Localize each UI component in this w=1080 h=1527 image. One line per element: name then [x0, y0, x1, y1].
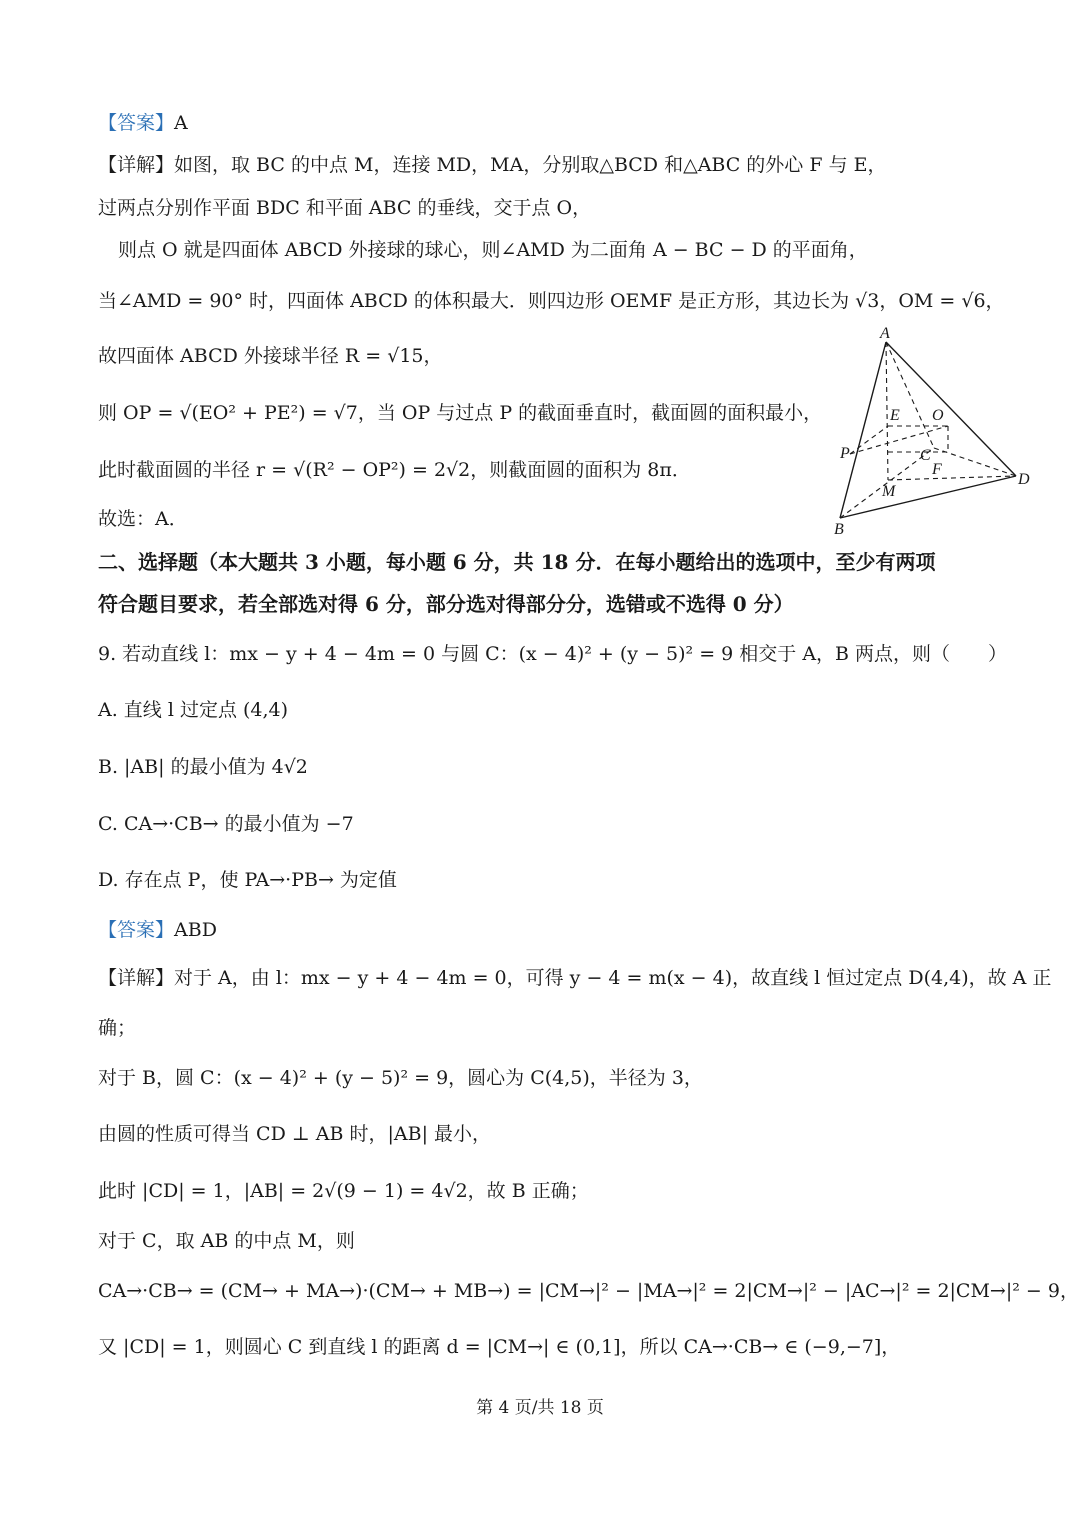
answer-8 — [98, 110, 188, 136]
detail-8-line-4: 当∠AMD = 90° 时，四面体 ABCD 的体积最大．则四边形 OEMF 是正方形，其边长为 √3，OM = √6， — [98, 290, 1005, 312]
detail-8-line-1 — [98, 152, 886, 178]
segment-md — [888, 476, 1016, 480]
label-b: B — [834, 521, 844, 538]
answer-value: A — [174, 112, 188, 134]
section-2-heading-line-1: 二、选择题（本大题共 3 小题，每小题 6 分，共 18 分．在每小题给出的选项中，至少有两项 — [98, 550, 936, 574]
detail-tag: 【详解】 — [98, 967, 175, 989]
label-o: O — [932, 407, 944, 424]
detail-8-line-5: 故四面体 ABCD 外接球半径 R = √15， — [98, 345, 443, 367]
detail-9-line-5: 此时 |CD| = 1，|AB| = 2√(9 − 1) = 4√2，故 B 正确； — [98, 1180, 589, 1202]
answer-tag: 【答案】 — [98, 919, 175, 941]
detail-text: 对于 A，由 l：mx − y + 4 − 4m = 0，可得 y − 4 = m(x − 4)，故直线 l 恒过定点 D(4,4)，故 A 正 — [174, 967, 1052, 989]
detail-9-line-4: 由圆的性质可得当 CD ⊥ AB 时，|AB| 最小， — [98, 1123, 492, 1145]
label-p: P — [840, 445, 850, 462]
question-9-option-c: C. CA→·CB→ 的最小值为 −7 — [98, 813, 354, 835]
edge-bd — [840, 476, 1016, 518]
question-9-option-b: B. |AB| 的最小值为 4√2 — [98, 756, 308, 778]
section-2-heading-line-2: 符合题目要求，若全部选对得 6 分，部分选对得部分分，选错或不选得 0 分） — [98, 592, 794, 616]
detail-8-line-3: 则点 O 就是四面体 ABCD 外接球的球心，则∠AMD 为二面角 A − BC − D 的平面角， — [118, 239, 868, 261]
segment-pe — [850, 426, 888, 454]
detail-9-line-6: 对于 C，取 AB 的中点 M，则 — [98, 1230, 355, 1252]
answer-value: ABD — [174, 919, 217, 941]
detail-tag: 【详解】 — [98, 154, 175, 176]
detail-8-line-6: 则 OP = √(EO² + PE²) = √7，当 OP 与过点 P 的截面垂直时，截面圆的面积最小， — [98, 402, 823, 424]
label-d: D — [1018, 471, 1030, 488]
label-m: M — [882, 483, 896, 500]
answer-tag: 【答案】 — [98, 112, 175, 134]
page-footer: 第 4 页/共 18 页 — [476, 1398, 604, 1418]
label-a: A — [880, 325, 890, 342]
question-9-option-d: D. 存在点 P，使 PA→·PB→ 为定值 — [98, 869, 397, 891]
tetrahedron-figure — [820, 320, 1040, 540]
detail-9-line-2: 确； — [98, 1017, 137, 1039]
detail-8-line-8: 故选：A． — [98, 508, 188, 530]
detail-9-line-1 — [98, 965, 1051, 991]
detail-9-line-8: 又 |CD| = 1，则圆心 C 到直线 l 的距离 d = |CM→| ∈ (0,1]，所以 CA→·CB→ ∈ (−9,−7]， — [98, 1336, 901, 1358]
question-9-option-a: A. 直线 l 过定点 (4,4) — [98, 699, 289, 721]
detail-8-line-2: 过两点分别作平面 BDC 和平面 ABC 的垂线，交于点 O， — [98, 197, 592, 219]
edge-ac — [886, 342, 934, 448]
label-c: C — [920, 447, 931, 464]
question-9-stem: 9. 若动直线 l：mx − y + 4 − 4m = 0 与圆 C：(x − 4)² + (y − 5)² = 9 相交于 A，B 两点，则（ ） — [98, 643, 1008, 665]
edge-ad — [886, 342, 1016, 476]
detail-9-line-7: CA→·CB→ = (CM→ + MA→)·(CM→ + MB→) = |CM→|² − |MA→|² = 2|CM→|² − |AC→|² = 2|CM→|² − 9， — [98, 1280, 1079, 1302]
edge-am — [886, 342, 888, 480]
edge-ab — [840, 342, 886, 518]
segment-po — [850, 426, 948, 454]
detail-8-line-7: 此时截面圆的半径 r = √(R² − OP²) = 2√2，则截面圆的面积为 8π． — [98, 459, 691, 481]
answer-9 — [98, 917, 217, 943]
label-e: E — [890, 407, 900, 424]
label-f: F — [932, 461, 942, 478]
detail-9-line-3: 对于 B，圆 C：(x − 4)² + (y − 5)² = 9，圆心为 C(4,5)，半径为 3， — [98, 1067, 703, 1089]
detail-text: 如图，取 BC 的中点 M，连接 MD，MA，分别取△BCD 和△ABC 的外心 F 与 E， — [174, 154, 887, 176]
